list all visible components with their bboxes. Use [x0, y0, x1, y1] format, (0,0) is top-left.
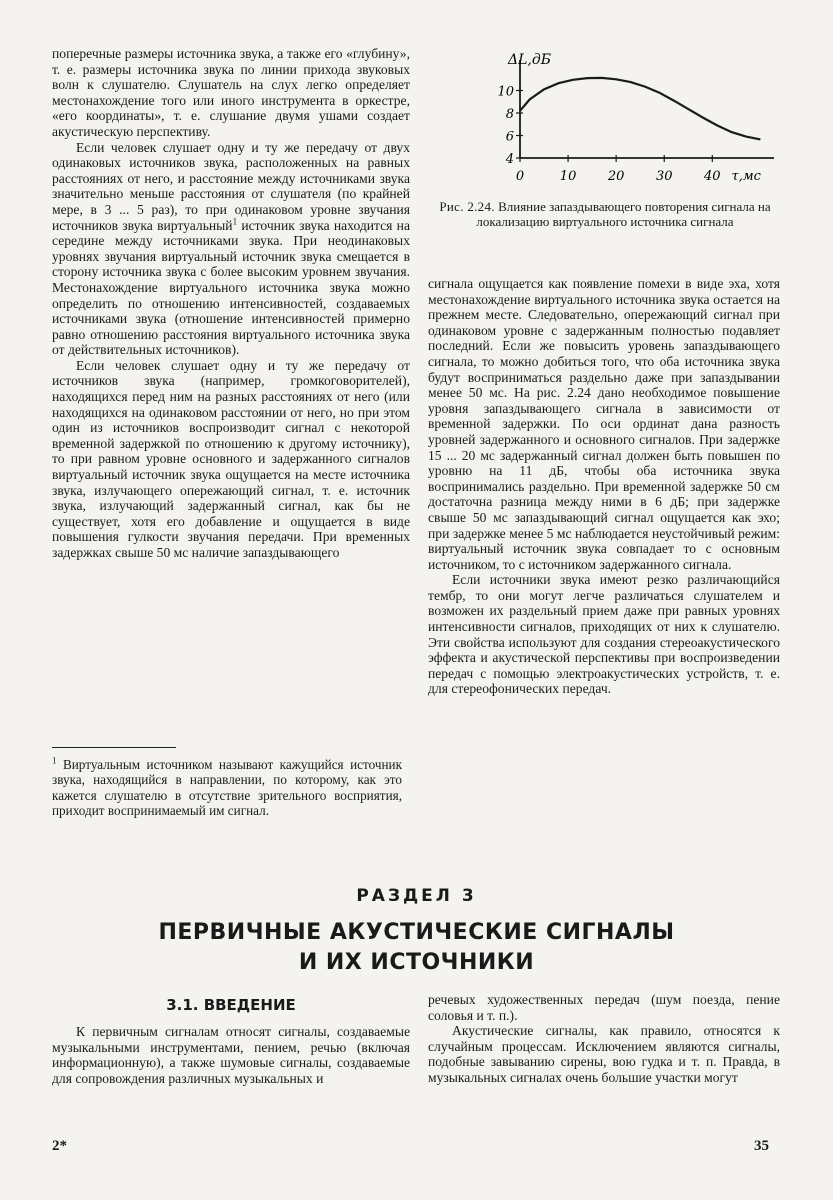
signature-mark: 2*: [52, 1138, 67, 1154]
footnote-mark: 1: [52, 755, 57, 766]
paragraph: Акустические сигналы, как правило, относятся к случайным процессам. Исключением являются сигналы, подобные завыванию сирены, вою гудка и т. п. Правда, в музыкальных сигналах очень большие участки могут: [428, 1023, 780, 1085]
x-tick-label: 0: [515, 169, 525, 184]
y-tick-label: 10: [497, 84, 514, 100]
section-title-line: И ИХ ИСТОЧНИКИ: [298, 950, 535, 975]
paragraph: Если источники звука имеют резко различающийся тембр, то они могут легче различаться слушателем и возможен их раздельный прием даже при равных уровнях интенсивности сигналов, приходящих от них к слушателю. Эти свойства используют для создания стереоакустического эффекта и акустической перспективы при воспроизведении передач с помощью электроакустических устройств, т. е. для стереофонических передач.: [428, 572, 780, 697]
page-number: 35: [754, 1138, 769, 1154]
figure-caption-text: Влияние запаздывающего повторения сигнала на локализацию виртуального источника сигнала: [476, 199, 771, 229]
paragraph: сигнала ощущается как появление помехи в виде эха, хотя местонахождение виртуального источника звука остается на прежнем месте. Следовательно, опережающий сигнал при одинаковом уровне с задержанным полностью подавляет последний. Если же повысить уровень запаздывающего сигнала, то можно добиться того, что оба источника звука будут восприниматься раздельно даже при запаздывании менее 50 мс. На рис. 2.24 дано необходимое повышение уровня запаздывающего сигнала в зависимости от временной задержки. По оси ординат дана разность уровней задержанного и основного сигналов. При задержке 15 ... 20 мс задержанный сигнал должен быть повышен по уровню на 11 дБ, чтобы оба источника звука воспринимались раздельно. При временной задержке 50 см достаточна разница между ними в 6 дБ; при задержке свыше 50 мс запаздывающий сигнал ощущается как эхо; при задержке менее 5 мс наблюдается неустойчивый режим: виртуальный источник звука совпадает то с основным источником, то с источником задержанного сигнала.: [428, 276, 780, 572]
y-tick-label: 4: [505, 152, 514, 167]
x-tick-label: 40: [704, 169, 721, 184]
paragraph-text: Если человек слушает одну и ту же передачу от двух одинаковых источников звука, расположенных на равных расстояниях от него, и расстояние между источниками звука значительно меньше расстояния от слушателя (по крайней мере, в 3 ... 5 раз), то при одинаковом уровне звучания источников звука виртуальный: [52, 139, 410, 233]
intro-right-column: [428, 992, 780, 1086]
data-series-line: [520, 78, 760, 139]
paragraph: поперечные размеры источника звука, а также его «глубину», т. е. размеры источника звука по линии прихода звуковых волн к слушателю. Слушатель на слух легко определяет местонахождение того или иного инструмента в оркестре, «его координаты», т. е. слушание двумя ушами создает акустическую перспективу.: [52, 46, 410, 139]
paragraph: речевых художественных передач (шум поезда, пение соловья и т. п.).: [428, 992, 780, 1023]
section-label: РАЗДЕЛ 3: [356, 886, 477, 906]
paragraph: [52, 140, 410, 358]
subsection-heading: 3.1. ВВЕДЕНИЕ: [166, 996, 296, 1014]
footnote-text: Виртуальным источником называют кажущийся источник звука, находящийся в направлении, по которому, как это кажется слушателю в отсутствие зрительного восприятия, приходит воспринимаемый им сигнал.: [52, 757, 402, 819]
y-tick-label: 6: [505, 129, 514, 145]
paragraph-text: источник звука находится на середине между источниками звука. При неодинаковых уровнях звучания виртуальный источник звука смещается в сторону источника звука с более высоким уровнем звучания. Местонахождение виртуального источника звука можно определить по отношению интенсивностей, создаваемых источниками звука (отношение интенсивностей примерно равно отношению расстояния виртуального источника звука от действительных источников).: [52, 217, 410, 358]
figure-label: Рис. 2.24.: [439, 199, 495, 214]
left-text-column: [52, 46, 410, 561]
footnote-ref[interactable]: 1: [232, 216, 238, 226]
section-title: [0, 918, 833, 978]
section-title-line: ПЕРВИЧНЫЕ АКУСТИЧЕСКИЕ СИГНАЛЫ: [158, 920, 675, 945]
intro-left-column: [52, 1024, 410, 1086]
paragraph: К первичным сигналам относят сигналы, создаваемые музыкальными инструментами, пением, речью (включая информационную), а также шумовые сигналы, создаваемые для сопровождения различных музыкальных и: [52, 1024, 410, 1086]
footnote: [52, 757, 402, 819]
x-axis-label: τ,мс: [731, 169, 761, 184]
x-tick-label: 20: [607, 169, 625, 184]
y-tick-label: 8: [505, 107, 514, 122]
x-tick-label: 10: [559, 169, 577, 184]
x-tick-label: 30: [655, 169, 673, 184]
chart-axes: [520, 60, 774, 158]
right-text-column: [428, 276, 780, 697]
footnote-divider: [52, 747, 176, 748]
y-axis-label: ΔL,дБ: [508, 52, 552, 68]
paragraph: Если человек слушает одну и ту же передачу от источников звука (например, громкоговорителей), находящихся перед ним на разных расстояниях от него (или находящихся на одинаковом расстоянии от него, но при этом один из источников воспроизводит сигнал с некоторой временной задержкой по отношению к другому источнику), то при равном уровне основного и задержанного сигналов виртуальный источник звука ощущается на месте источника звука, излучающего опережающий сигнал, т. е. источник звука, излучающий задержанный сигнал, как бы не существует, хотя его добавление и ощущается в виде повышения гулкости звучания передачи. При временных задержках свыше 50 мс наличие запаздывающего: [52, 357, 410, 560]
figure-chart: [476, 46, 776, 196]
figure-caption: [428, 199, 782, 229]
